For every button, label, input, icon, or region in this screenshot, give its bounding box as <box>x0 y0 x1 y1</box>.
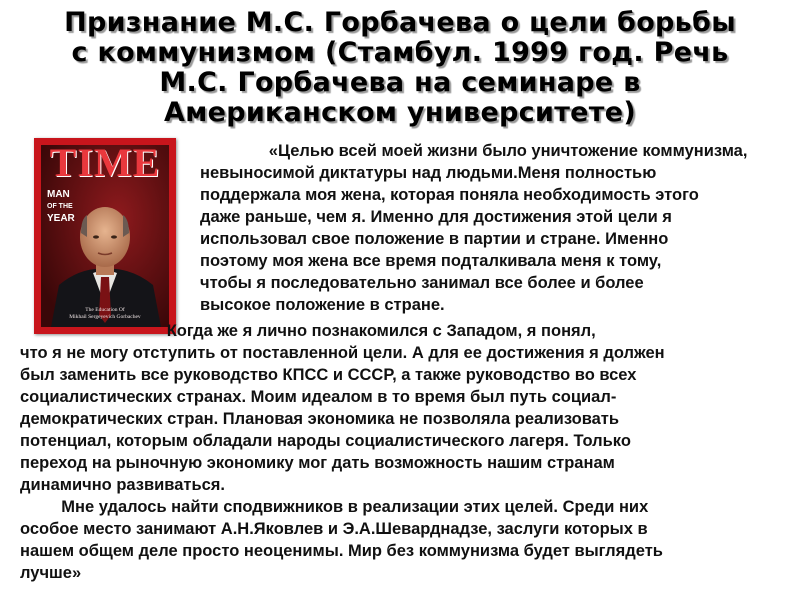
text-line: использовал свое положение в партии и стране. Именно <box>200 230 669 248</box>
text-line: поэтому моя жена все время подталкивала меня к тому, <box>200 252 662 270</box>
text-line: потенциал, которым обладали народы социалистического лагеря. Только <box>20 432 631 450</box>
time-magazine-cover-image <box>34 138 176 334</box>
cover-year: YEAR <box>47 213 75 224</box>
text-line: был заменить все руководство КПСС и СССР, а также руководство во всех <box>20 366 637 384</box>
text-line: Мне удалось найти сподвижников в реализации этих целей. Среди них <box>20 498 649 516</box>
time-masthead: TIME <box>49 145 161 185</box>
title-line: с коммунизмом (Стамбул. 1999 год. Речь <box>71 37 729 68</box>
text-line: «Целью всей моей жизни было уничтожение коммунизма, <box>200 142 748 160</box>
quote-paragraph-3 <box>20 496 790 584</box>
title-line: Признание М.С. Горбачева о цели борьбы <box>64 7 736 38</box>
text-line: переход на рыночную экономику мог дать возможность нашим странам <box>20 454 615 472</box>
text-line: даже раньше, чем я. Именно для достижения этой цели я <box>200 208 672 226</box>
text-line: особое место занимают А.Н.Яковлев и Э.А.Шеварднадзе, заслуги которых в <box>20 520 648 538</box>
text-line: высокое положение в стране. <box>200 296 445 314</box>
text-line: лучше» <box>20 564 82 582</box>
text-line: чтобы я последовательно занимал все более и более <box>200 274 644 292</box>
text-line: поддержала моя жена, которая поняла необходимость этого <box>200 186 699 204</box>
cover-caption <box>45 307 165 321</box>
cover-of-the: OF THE <box>47 203 73 210</box>
cover-photo <box>41 145 169 327</box>
title-line: Американском университете) <box>164 97 636 128</box>
text-line: что я не могу отступить от поставленной цели. А для ее достижения я должен <box>20 344 665 362</box>
text-line: нашем общем деле просто неоценимы. Мир без коммунизма будет выглядеть <box>20 542 663 560</box>
quote-paragraph-2 <box>20 320 790 496</box>
cover-man: MAN <box>47 189 70 200</box>
quote-paragraph-1 <box>200 140 792 316</box>
title-line: М.С. Горбачева на семинаре в <box>159 67 641 98</box>
cover-caption-line: The Education Of <box>85 307 125 313</box>
text-line: социалистических странах. Моим идеалом в то время был путь социал- <box>20 388 617 406</box>
text-line: Когда же я лично познакомился с Западом, я понял, <box>20 322 596 340</box>
cover-caption-line: Mikhail Sergeyevich Gorbachev <box>69 314 141 320</box>
man-of-the-year-label <box>47 189 87 225</box>
slide-title <box>20 8 780 128</box>
text-line: демократических стран. Плановая экономика не позволяла реализовать <box>20 410 620 428</box>
text-line: динамично развиваться. <box>20 476 225 494</box>
text-line: невыносимой диктатуры над людьми.Меня полностью <box>200 164 657 182</box>
